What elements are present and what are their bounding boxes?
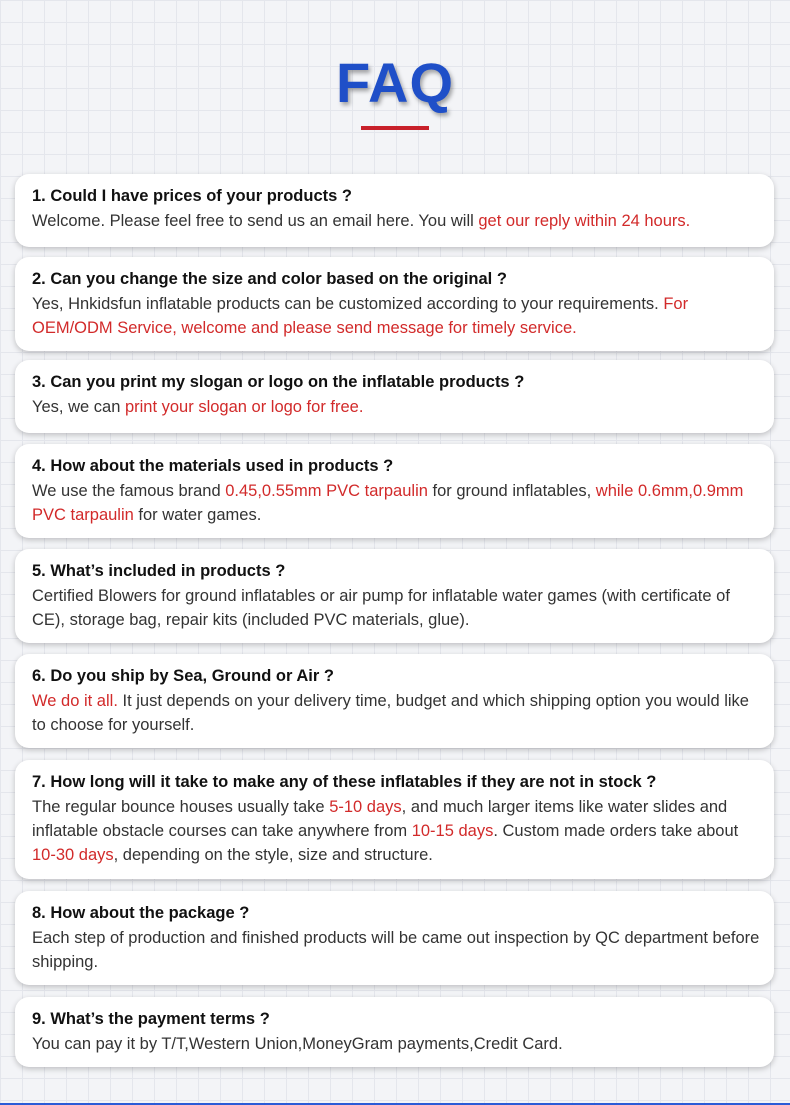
faq-answer — [32, 1032, 760, 1056]
answer-highlight: 10-30 days — [32, 846, 114, 864]
answer-text: for water games. — [133, 506, 262, 524]
faq-question: 5. What’s included in products ? — [32, 562, 286, 580]
faq-question: 7. How long will it take to make any of these inflatables if they are not in stock ? — [32, 773, 657, 791]
answer-highlight: print your slogan or logo for free. — [124, 398, 364, 416]
answer-text: Certified Blowers for ground inflatables or air pump for inflatable water games (with certificate of CE), storage bag, repair kits (included PVC materials, glue). — [32, 587, 730, 629]
answer-highlight: while 0.6mm,0.9mm PVC tarpaulin — [32, 482, 744, 524]
faq-answer — [32, 926, 760, 974]
answer-highlight: 10-15 days — [411, 822, 494, 840]
faq-item-2 — [15, 257, 774, 351]
answer-text: Each step of production and finished products will be came out inspection by QC department before shipping. — [32, 929, 760, 971]
faq-question: 3. Can you print my slogan or logo on the inflatable products ? — [32, 373, 525, 391]
answer-highlight: get our reply within 24 hours. — [478, 212, 691, 230]
answer-highlight: 0.45,0.55mm PVC tarpaulin — [225, 482, 428, 500]
faq-answer — [32, 395, 760, 419]
answer-highlight: For OEM/ODM Service, welcome and please send message for timely service. — [32, 295, 689, 337]
faq-question: 6. Do you ship by Sea, Ground or Air ? — [32, 667, 334, 685]
faq-question: 9. What’s the payment terms ? — [32, 1010, 270, 1028]
faq-item-4 — [15, 444, 774, 538]
title-underline — [361, 126, 429, 130]
faq-answer — [32, 584, 760, 632]
faq-question: 4. How about the materials used in products ? — [32, 457, 394, 475]
faq-answer — [32, 795, 760, 867]
answer-text: Yes, we can — [32, 398, 125, 416]
answer-text: It just depends on your delivery time, budget and which shipping option you would like to choose for yourself. — [32, 692, 749, 734]
answer-highlight: 5-10 days — [329, 798, 402, 816]
answer-text: , depending on the style, size and structure. — [113, 846, 433, 864]
answer-text: . Custom made orders take about — [493, 822, 739, 840]
faq-answer — [32, 292, 760, 340]
faq-answer — [32, 479, 760, 527]
faq-question: 1. Could I have prices of your products ? — [32, 187, 352, 205]
answer-text: Welcome. Please feel free to send us an email here. You will — [32, 212, 479, 230]
faq-question: 2. Can you change the size and color based on the original ? — [32, 270, 507, 288]
faq-item-7 — [15, 760, 774, 879]
answer-text: , and much larger items like water slides and inflatable obstacle courses can take anywhere from — [32, 798, 728, 840]
faq-question: 8. How about the package ? — [32, 904, 250, 922]
faq-answer — [32, 209, 760, 233]
answer-text: Yes, Hnkidsfun inflatable products can be customized according to your requirements. — [32, 295, 664, 313]
faq-item-5 — [15, 549, 774, 643]
faq-item-6 — [15, 654, 774, 748]
answer-text: We use the famous brand — [32, 482, 226, 500]
faq-item-8 — [15, 891, 774, 985]
page-title: FAQ — [335, 51, 455, 114]
answer-text: for ground inflatables, — [427, 482, 596, 500]
faq-item-3 — [15, 360, 774, 433]
faq-item-9 — [15, 997, 774, 1067]
faq-item-1 — [15, 174, 774, 247]
faq-answer — [32, 689, 760, 737]
answer-text: You can pay it by T/T,Western Union,MoneyGram payments,Credit Card. — [32, 1035, 563, 1053]
answer-text: The regular bounce houses usually take — [32, 798, 330, 816]
answer-highlight: We do it all. — [32, 692, 118, 710]
